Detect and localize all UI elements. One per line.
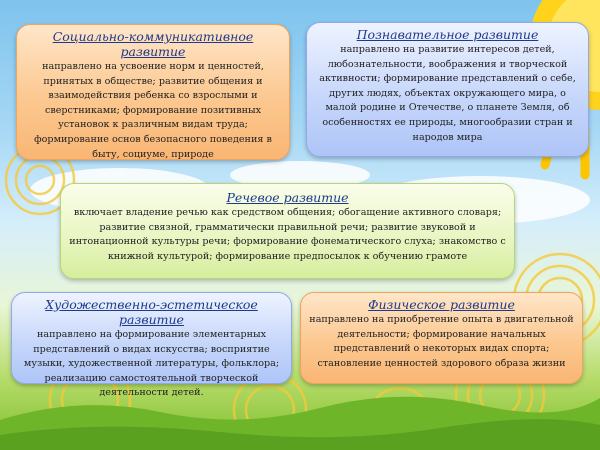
card-title: Познавательное развитие xyxy=(356,27,539,42)
card-social-communicative xyxy=(16,24,290,160)
card-cognitive xyxy=(306,22,589,157)
card-text: включает владение речью как средством общения; обогащение активного словаря; развитие связной, грамматически правильной речи; развитие звуковой и интонационной культуры речи; формирование фонематического слуха; знакомство с книжной культурой; формирование предпосылок к обучению грамоте xyxy=(69,207,506,262)
card-text: направлено на развитие интересов детей, любознательности, воображения и творческой активности; формирование представлений о себе, других людях, объектах окружающего мира, о малой родине и Отечестве, о планете Земля, об особенностях ее природы, многообразии стран и народов мира xyxy=(319,44,576,143)
card-title: Социально-коммуникативное развитие xyxy=(52,29,254,59)
card-title: Художественно-эстетическое развитие xyxy=(45,297,258,327)
card-speech xyxy=(60,183,515,279)
card-title: Физическое развитие xyxy=(368,297,515,312)
card-text: направлено на приобретение опыта в двигательной деятельности; формирование начальных представлений о некоторых видах спорта; становление ценностей здорового образа жизни xyxy=(309,314,574,369)
card-text: направлено на формирование элементарных представлений о видах искусства; восприятие музыки, художественной литературы, фольклора; реализацию самостоятельной творческой деятельности детей. xyxy=(23,329,280,399)
card-artistic-aesthetic xyxy=(11,292,292,399)
card-text: направлено на усвоение норм и ценностей, принятых в обществе; развитие общения и взаимодействия ребенка со взрослыми и сверстниками; формирование позитивных установок к различным видам труда; формирование основ безопасного поведения в быту, социуме, природе xyxy=(34,61,272,160)
card-title: Речевое развитие xyxy=(226,190,349,205)
card-physical xyxy=(300,292,583,384)
